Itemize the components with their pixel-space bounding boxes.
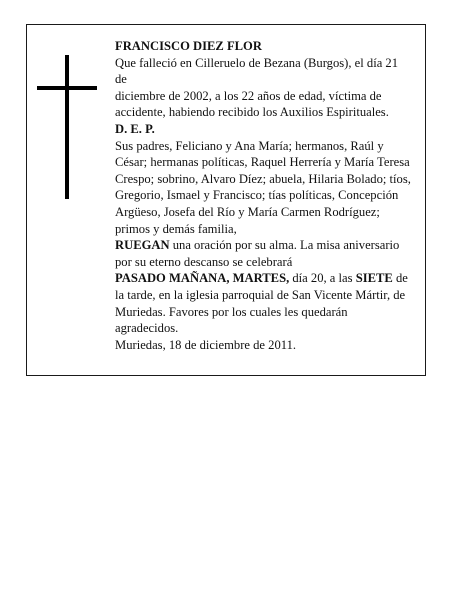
ruegan-text: RUEGAN [115,238,170,253]
latin-cross-icon [37,55,97,199]
deceased-name: FRANCISCO DIEZ FLOR [115,39,262,53]
cross-horizontal-bar [37,86,97,90]
cross-vertical-bar [65,55,69,199]
prayer-paragraph [115,237,411,270]
mass-place: de la tarde, en la iglesia parroquial de San Vicente Mártir, de Muriedas. Favores por los cuales les quedarán agradecidos. [115,271,408,336]
notice-text [115,38,411,353]
mass-hour: SIETE [355,271,393,286]
obituary-notice [26,24,426,376]
mass-paragraph [115,270,411,336]
family-paragraph: Sus padres, Feliciano y Ana María; hermanos, Raúl y César; hermanas políticas, Raquel Herrería y María Teresa Crespo; sobrino, Alvaro Díez; abuela, Hilaria Bolado; tíos, Gregorio, Ismael y Francisco; tías políticas, Concepción Argüeso, Josefa del Río y María Carmen Rodríguez; primos y demás familia, [115,138,411,236]
mass-when: PASADO MAÑANA, MARTES, [115,271,290,286]
prayer-text: una oración por su alma. La misa aniversario por su eterno descanso se celebrará [115,238,400,269]
dep-heading: D. E. P. [115,121,155,136]
death-line-1: Que falleció en Cilleruelo de Bezana (Burgos), el día 21 de [115,55,399,87]
death-line-2: diciembre de 2002, a los 22 años de edad, víctima de accidente, habiendo recibido los Auxilios Espirituales. [115,88,389,120]
mass-day: día 20, a las [289,271,356,286]
closing-line: Muriedas, 18 de diciembre de 2011. [115,337,297,352]
